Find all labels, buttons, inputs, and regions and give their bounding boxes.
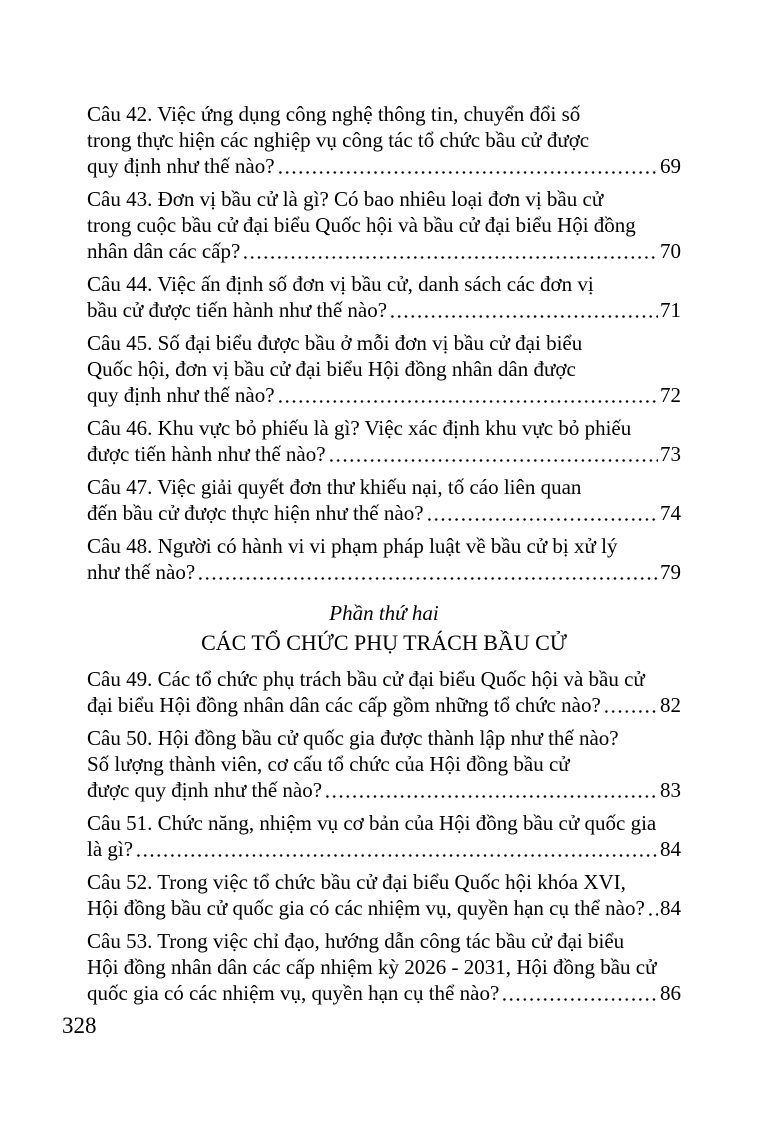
toc-entry-page-number: 84 — [660, 896, 681, 920]
toc-entry — [87, 666, 681, 718]
toc-entry-page-number: 79 — [660, 560, 681, 584]
toc-entry-line: Câu 42. Việc ứng dụng công nghệ thông tin, chuyển đổi số — [87, 102, 581, 126]
dot-leader — [277, 153, 658, 179]
toc-entry-last-line — [87, 559, 681, 585]
toc-entry-last-line — [87, 382, 681, 408]
toc-entry-last-line — [87, 441, 681, 467]
toc-entry-last-line — [87, 297, 681, 323]
dot-leader — [277, 382, 658, 408]
toc-entry — [87, 869, 681, 921]
dot-leader — [389, 297, 658, 323]
toc-entry-line: Câu 53. Trong việc chỉ đạo, hướng dẫn công tác bầu cử đại biểu — [87, 929, 625, 953]
toc-entry-line: nhân dân các cấp? — [87, 239, 241, 263]
toc-entry-line: trong thực hiện các nghiệp vụ công tác tổ chức bầu cử được — [87, 128, 590, 152]
toc-entry-last-line — [87, 980, 681, 1006]
part-title: CÁC TỔ CHỨC PHỤ TRÁCH BẦU CỬ — [201, 630, 567, 655]
toc-entry-line: Câu 50. Hội đồng bầu cử quốc gia được thành lập như thế nào? — [87, 726, 619, 750]
toc-entry — [87, 186, 681, 264]
toc-entry-last-line — [87, 836, 681, 862]
toc-entry-last-line — [87, 238, 681, 264]
toc-entry-page-number: 84 — [660, 837, 681, 861]
toc-entry-line: như thế nào? — [87, 560, 196, 584]
footer-page-number: 328 — [62, 1013, 97, 1038]
toc-entry-last-line — [87, 895, 681, 921]
toc-entry-page-number: 86 — [660, 981, 681, 1005]
toc-entry-line: trong cuộc bầu cử đại biểu Quốc hội và bầu cử đại biểu Hội đồng — [87, 213, 636, 237]
toc-entry-line: Câu 51. Chức năng, nhiệm vụ cơ bản của Hội đồng bầu cử quốc gia — [87, 811, 657, 835]
toc-entry — [87, 810, 681, 862]
toc-entry — [87, 330, 681, 408]
dot-leader — [324, 777, 658, 803]
toc-entry-line: Câu 44. Việc ấn định số đơn vị bầu cử, danh sách các đơn vị — [87, 272, 594, 296]
toc-entry-line: quy định như thế nào? — [87, 383, 275, 407]
toc-entry-last-line — [87, 692, 681, 718]
toc-entry-line: Câu 46. Khu vực bỏ phiếu là gì? Việc xác định khu vực bỏ phiếu — [87, 416, 632, 440]
toc-entry-page-number: 70 — [660, 239, 681, 263]
toc-entry-page-number: 74 — [660, 501, 681, 525]
toc-entry-line: là gì? — [87, 837, 134, 861]
toc-entry-page-number: 82 — [660, 693, 681, 717]
toc-entry-line: Câu 47. Việc giải quyết đơn thư khiếu nại, tố cáo liên quan — [87, 475, 582, 499]
toc-entry-page-number: 73 — [660, 442, 681, 466]
dot-leader — [501, 980, 658, 1006]
toc-entry-line: quy định như thế nào? — [87, 154, 275, 178]
toc-entry-page-number: 71 — [660, 298, 681, 322]
toc-entry-line: Câu 48. Người có hành vi vi phạm pháp luật về bầu cử bị xử lý — [87, 534, 618, 558]
toc-entry — [87, 928, 681, 1006]
dot-leader — [242, 238, 658, 264]
toc-entry-line: Số lượng thành viên, cơ cấu tổ chức của Hội đồng bầu cử — [87, 752, 570, 776]
dot-leader — [647, 895, 658, 921]
toc-entry-last-line — [87, 777, 681, 803]
toc-entry — [87, 725, 681, 803]
section-heading — [87, 599, 681, 658]
toc-entry-page-number: 69 — [660, 154, 681, 178]
toc-entry — [87, 415, 681, 467]
toc-entry-line: bầu cử được tiến hành như thế nào? — [87, 298, 388, 322]
toc-entry-last-line — [87, 500, 681, 526]
dot-leader — [135, 836, 658, 862]
toc-entry-line: Hội đồng nhân dân các cấp nhiệm kỳ 2026 - 2031, Hội đồng bầu cử — [87, 955, 657, 979]
dot-leader — [426, 500, 658, 526]
toc-entry-line: quốc gia có các nhiệm vụ, quyền hạn cụ thể nào? — [87, 981, 500, 1005]
toc-entry-line: Câu 52. Trong việc tổ chức bầu cử đại biểu Quốc hội khóa XVI, — [87, 870, 626, 894]
dot-leader — [603, 692, 658, 718]
toc-entry-line: Câu 45. Số đại biểu được bầu ở mỗi đơn vị bầu cử đại biểu — [87, 331, 583, 355]
toc-entry-line: Quốc hội, đơn vị bầu cử đại biểu Hội đồng nhân dân được — [87, 357, 576, 381]
toc-entry-line: đại biểu Hội đồng nhân dân các cấp gồm những tổ chức nào? — [87, 693, 601, 717]
dot-leader — [328, 441, 658, 467]
toc-entry-line: Câu 43. Đơn vị bầu cử là gì? Có bao nhiêu loại đơn vị bầu cử — [87, 187, 604, 211]
toc-entry — [87, 533, 681, 585]
toc-entry — [87, 271, 681, 323]
toc-entry-line: được quy định như thế nào? — [87, 778, 323, 802]
part-label: Phần thứ hai — [329, 601, 439, 625]
toc-entry — [87, 474, 681, 526]
toc-entry-page-number: 72 — [660, 383, 681, 407]
toc-entry-line: đến bầu cử được thực hiện như thế nào? — [87, 501, 424, 525]
toc-entry-page-number: 83 — [660, 778, 681, 802]
toc-entry-last-line — [87, 153, 681, 179]
toc-entry-line: Câu 49. Các tổ chức phụ trách bầu cử đại biểu Quốc hội và bầu cử — [87, 667, 645, 691]
toc-entry-line: được tiến hành như thế nào? — [87, 442, 326, 466]
toc-entry — [87, 101, 681, 179]
toc-list — [87, 101, 681, 1013]
toc-entry-line: Hội đồng bầu cử quốc gia có các nhiệm vụ, quyền hạn cụ thể nào? — [87, 896, 645, 920]
dot-leader — [197, 559, 658, 585]
